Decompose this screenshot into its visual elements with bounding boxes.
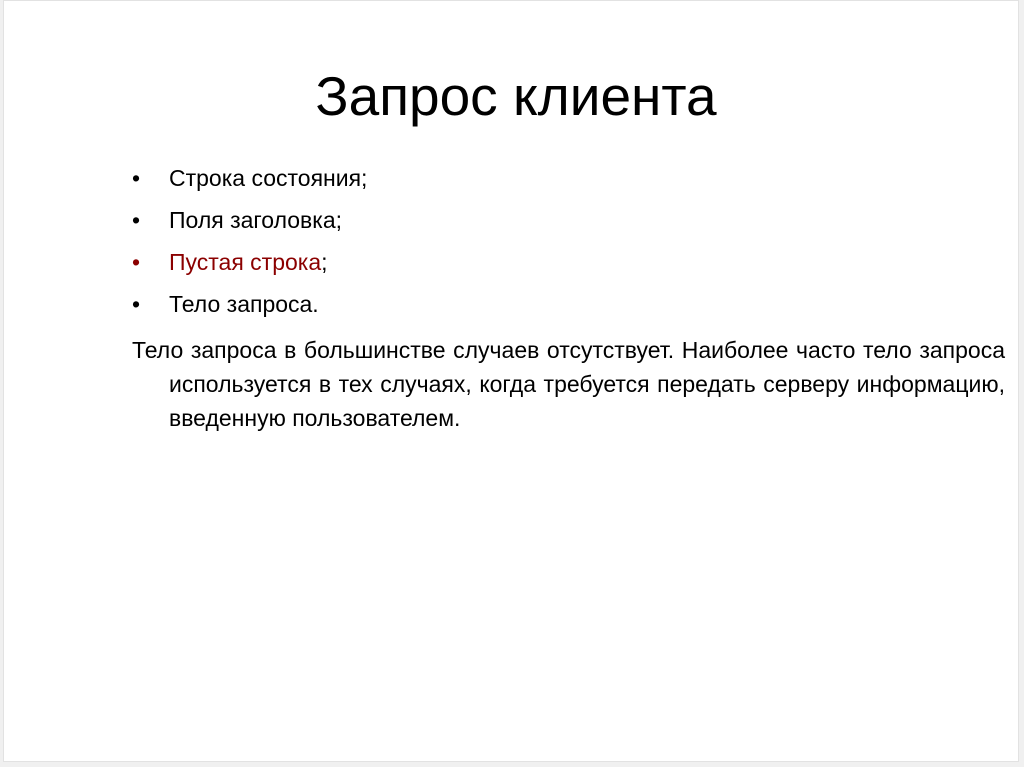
list-item bbox=[132, 248, 972, 276]
bullet-icon: • bbox=[132, 165, 141, 191]
body-paragraph: Тело запроса в большинстве случаев отсутствует. Наиболее часто тело запроса используется в тех случаях, когда требуется передать серверу информацию, введенную пользователем. bbox=[132, 337, 1005, 431]
list-item-highlight-text: Пустая строка bbox=[169, 249, 322, 275]
list-item-text: Тело запроса. bbox=[169, 291, 319, 317]
bullet-list bbox=[132, 164, 972, 332]
bullet-icon: • bbox=[132, 249, 141, 275]
bullet-icon: • bbox=[132, 207, 141, 233]
list-item bbox=[132, 290, 972, 318]
list-item-text: ; bbox=[321, 249, 328, 275]
list-item bbox=[132, 164, 972, 192]
bullet-icon: • bbox=[132, 291, 141, 317]
list-item-text: Строка состояния; bbox=[169, 165, 368, 191]
list-item-text: Поля заголовка; bbox=[169, 207, 343, 233]
list-item bbox=[132, 206, 972, 234]
slide-title: Запрос клиента bbox=[315, 65, 717, 127]
slide bbox=[3, 0, 1019, 762]
